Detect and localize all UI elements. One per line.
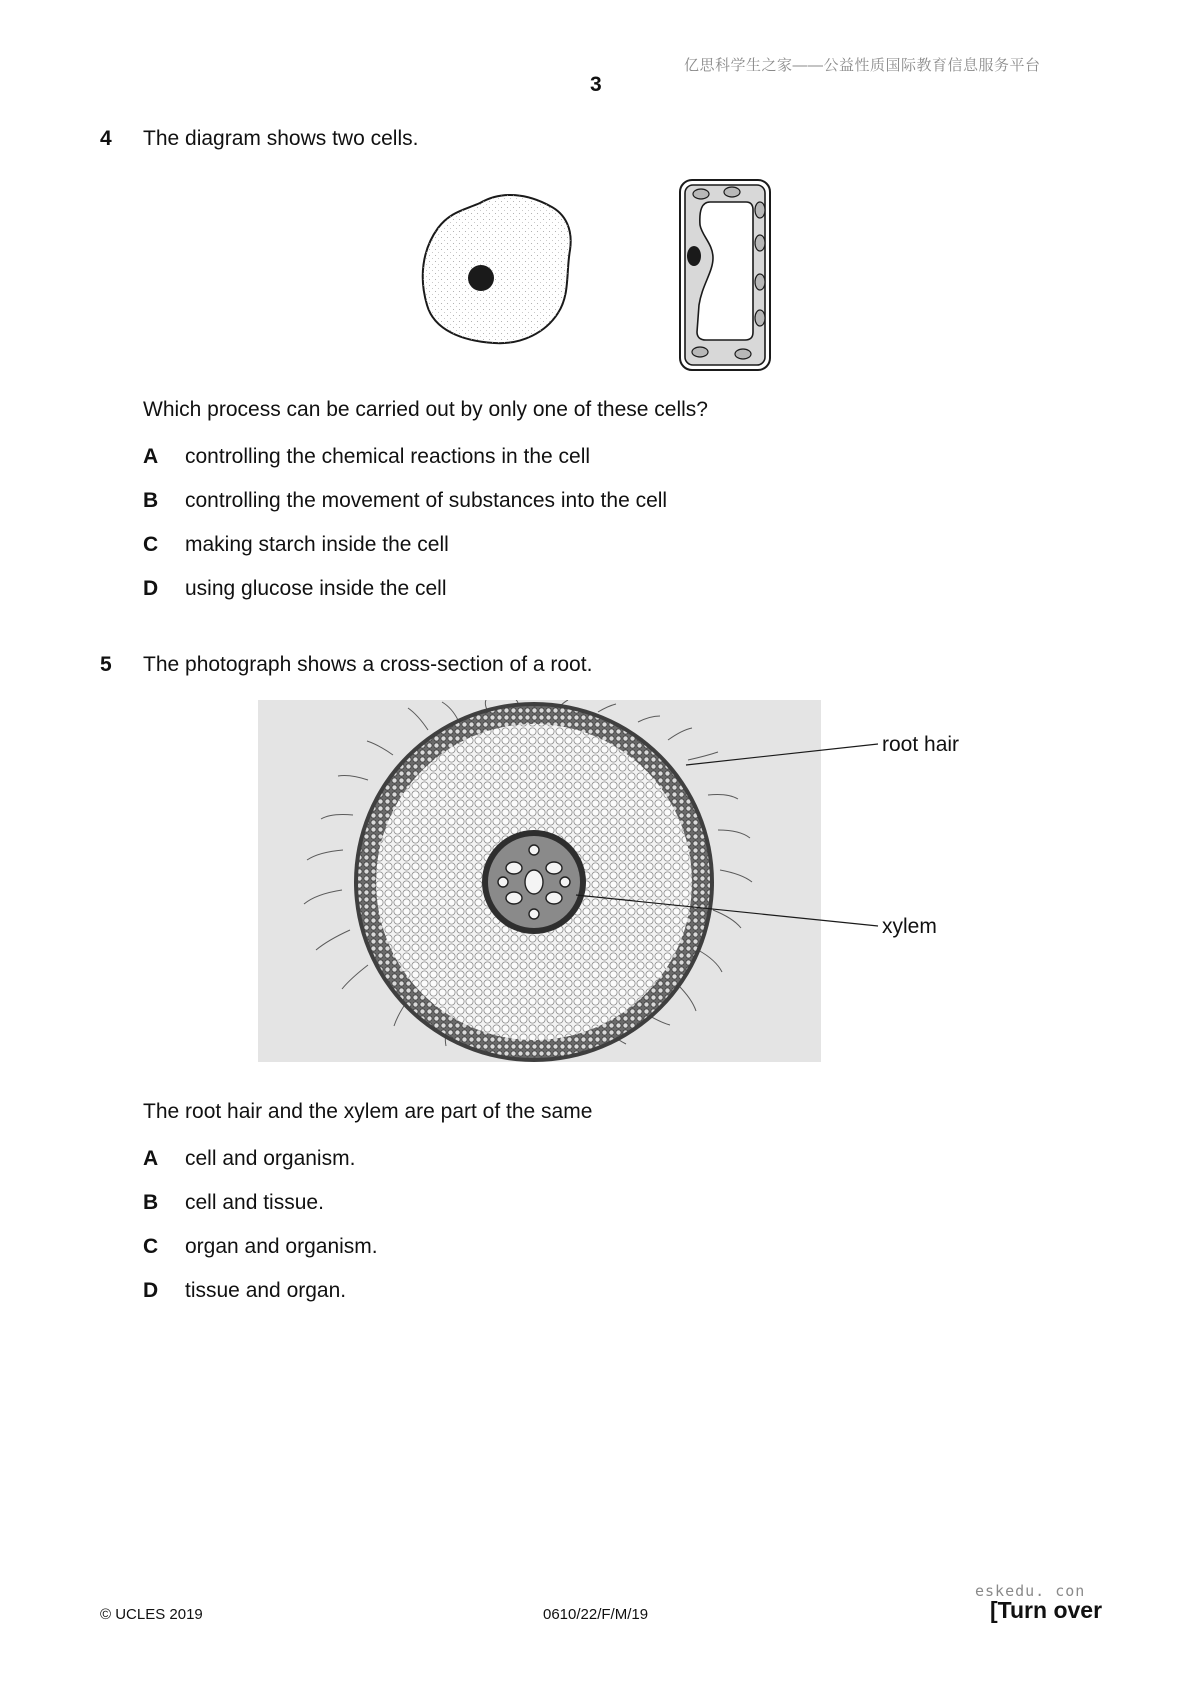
question-4-prompt: Which process can be carried out by only one of these cells? — [143, 398, 708, 421]
question-5-prompt: The root hair and the xylem are part of the same — [143, 1100, 593, 1123]
turn-over-label: [Turn over — [990, 1597, 1103, 1623]
q4-option-d-text: using glucose inside the cell — [185, 577, 447, 600]
q4-option-c-letter: C — [143, 533, 159, 556]
footer-paper-code: 0610/22/F/M/19 — [543, 1606, 649, 1623]
header-watermark: 亿思科学生之家——公益性质国际教育信息服务平台 — [684, 57, 1041, 74]
question-4-number: 4 — [100, 127, 112, 150]
footer-copyright: © UCLES 2019 — [100, 1606, 203, 1623]
q5-option-b-text: cell and tissue. — [185, 1191, 324, 1214]
page-number: 3 — [590, 73, 602, 96]
q5-option-c-letter: C — [143, 1235, 159, 1258]
q5-option-a-letter: A — [143, 1147, 159, 1170]
q5-option-a-text: cell and organism. — [185, 1147, 356, 1170]
q5-option-c-text: organ and organism. — [185, 1235, 378, 1258]
q4-option-b-text: controlling the movement of substances into the cell — [185, 489, 668, 512]
question-5-number: 5 — [100, 653, 112, 676]
animal-cell-nucleus — [468, 265, 494, 291]
footer-watermark: eskedu. con — [975, 1582, 1086, 1600]
root-hair-label: root hair — [882, 733, 960, 756]
q4-option-a-letter: A — [143, 445, 159, 468]
plant-cell-nucleus — [687, 246, 701, 266]
animal-cell — [423, 195, 571, 343]
q4-option-b-letter: B — [143, 489, 159, 512]
q4-option-d-letter: D — [143, 577, 159, 600]
xylem-label: xylem — [882, 915, 937, 938]
question-4-stem: The diagram shows two cells. — [143, 127, 419, 150]
two-cells-diagram — [410, 170, 790, 375]
q5-option-d-letter: D — [143, 1279, 159, 1302]
q5-option-b-letter: B — [143, 1191, 159, 1214]
question-5-stem: The photograph shows a cross-section of a root. — [143, 653, 593, 676]
q4-option-a-text: controlling the chemical reactions in the cell — [185, 445, 591, 468]
q5-option-d-text: tissue and organ. — [185, 1279, 347, 1302]
plant-cell — [680, 180, 770, 370]
q4-option-c-text: making starch inside the cell — [185, 533, 449, 556]
